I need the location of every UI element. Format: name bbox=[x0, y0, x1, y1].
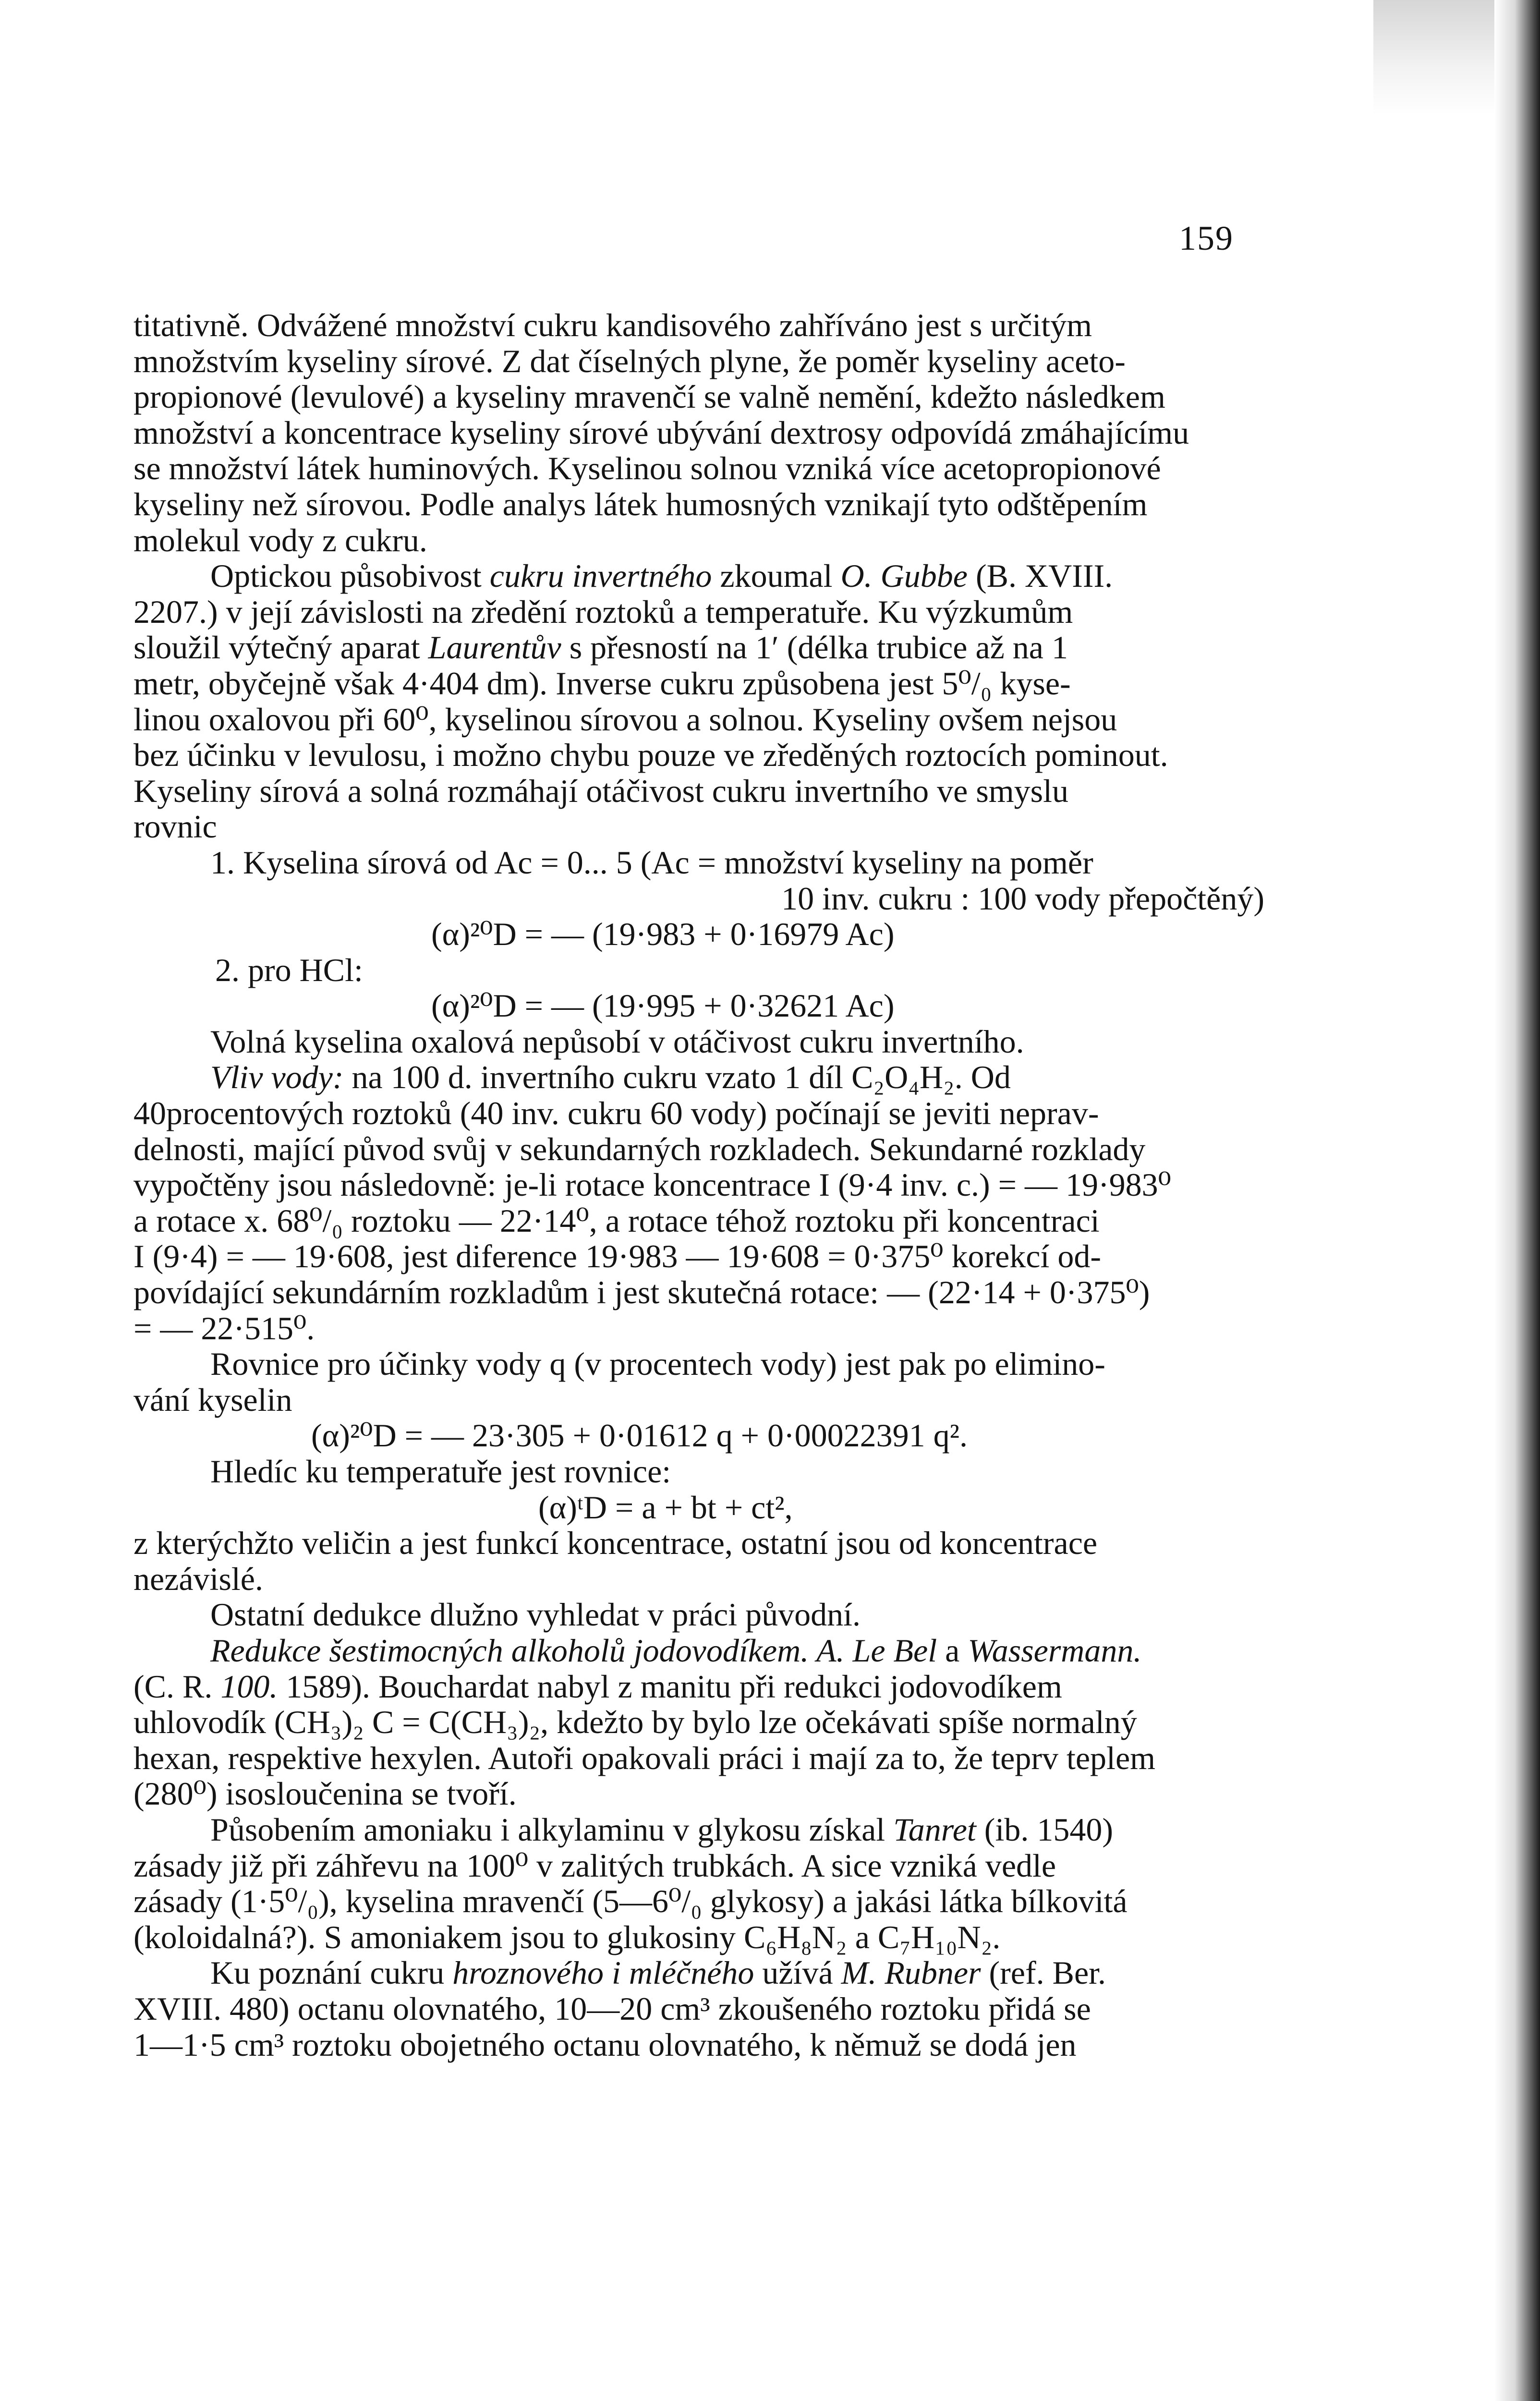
paragraph-line: metr, obyčejně však 4·404 dm). Inverse cukru způsobena jest 5⁰/₀ kyse- bbox=[133, 665, 1071, 702]
text-run: (B. XVIII. bbox=[967, 558, 1113, 594]
text-run: Působením amoniaku i alkylaminu v glykosu získal bbox=[210, 1811, 894, 1848]
paragraph-line: (koloidalná?). S amoniakem jsou to glukosiny C₆H₈N₂ a C₇H₁₀N₂. bbox=[133, 1918, 1001, 1955]
paragraph-line: Ostatní dedukce dlužno vyhledat v práci původní. bbox=[210, 1596, 861, 1633]
equation-4: (α)ᵗD = a + bt + ct², bbox=[538, 1489, 793, 1526]
text-run: (ref. Ber. bbox=[981, 1954, 1106, 1991]
paragraph-line: hexan, respektive hexylen. Autoři opakovali práci i mají za to, že teprv teplem bbox=[133, 1739, 1156, 1776]
paragraph-line: linou oxalovou při 60⁰, kyselinou sírovou a solnou. Kyseliny ovšem nejsou bbox=[133, 701, 1117, 738]
author-name: M. Rubner bbox=[841, 1954, 981, 1991]
paragraph-line: uhlovodík (CH₃)₂ C = C(CH₃)₂, kdežto by bylo lze očekávati spíše normalný bbox=[133, 1704, 1137, 1741]
paragraph-line: se množství látek huminových. Kyselinou solnou vzniká více acetopropionové bbox=[133, 450, 1161, 487]
body-text bbox=[133, 307, 1264, 2062]
paragraph-line: (280⁰) isosloučenina se tvoří. bbox=[133, 1775, 517, 1812]
paragraph-line bbox=[133, 630, 1264, 666]
paragraph-line: 40procentových roztoků (40 inv. cukru 60 vody) počínají se jeviti neprav- bbox=[133, 1095, 1099, 1132]
text-run: Ku poznání cukru bbox=[210, 1954, 453, 1991]
paragraph-line: množstvím kyseliny sírové. Z dat číselných plyne, že poměr kyseliny aceto- bbox=[133, 342, 1126, 379]
paragraph-line: množství a koncentrace kyseliny sírové ubývání dextrosy odpovídá zmáhajícímu bbox=[133, 414, 1189, 451]
paragraph-line: titativně. Odvážené množství cukru kandisového zahříváno jest s určitým bbox=[133, 307, 1092, 343]
paragraph-line: = — 22·515⁰. bbox=[133, 1310, 315, 1346]
paragraph-line bbox=[133, 1059, 1264, 1095]
paragraph-line: XVIII. 480) octanu olovnatého, 10—20 cm³ zkoušeného roztoku přidá se bbox=[133, 1990, 1091, 2027]
paragraph-line: 1—1·5 cm³ roztoku obojetného octanu olovnatého, k němuž se dodá jen bbox=[133, 2026, 1077, 2063]
paragraph-line: I (9·4) = — 19·608, jest diference 19·983 — 19·608 = 0·375⁰ korekcí od- bbox=[133, 1238, 1101, 1275]
text-run: (ib. 1540) bbox=[976, 1811, 1113, 1848]
paragraph-line: nezávislé. bbox=[133, 1560, 263, 1597]
text-run: na 100 d. invertního cukru vzato 1 díl C₂O₄H₂. Od bbox=[343, 1059, 1011, 1096]
paragraph-line bbox=[133, 558, 1264, 594]
author-name: Wassermann. bbox=[968, 1632, 1142, 1669]
text-run-italic: Vliv vody: bbox=[210, 1059, 344, 1096]
paragraph-line: povídající sekundárním rozkladům i jest skutečná rotace: — (22·14 + 0·375⁰) bbox=[133, 1274, 1150, 1311]
equation-label: 2. pro HCl: bbox=[215, 951, 363, 988]
text-run-italic: cukru invertného bbox=[489, 558, 712, 594]
heading-italic: Redukce šestimocných alkoholů jodovodíkem. A. Le Bel bbox=[210, 1632, 937, 1669]
paragraph-line: vání kyselin bbox=[133, 1381, 292, 1418]
paragraph-line: Kyseliny sírová a solná rozmáhají otáčivost cukru invertního ve smyslu bbox=[133, 772, 1069, 809]
paragraph-line bbox=[133, 1669, 1264, 1705]
equation-3: (α)²⁰D = — 23·305 + 0·01612 q + 0·00022391 q². bbox=[311, 1417, 968, 1454]
text-run-italic: Laurentův bbox=[428, 629, 561, 666]
text-run: užívá bbox=[754, 1954, 841, 1991]
paragraph-line: 2207.) v její závislosti na zředění roztoků a temperatuře. Ku výzkumům bbox=[133, 593, 1073, 630]
page-number: 159 bbox=[1179, 219, 1234, 257]
paragraph-line: Volná kyselina oxalová nepůsobí v otáčivost cukru invertního. bbox=[210, 1023, 1024, 1060]
paragraph-line: rovnic bbox=[133, 808, 217, 845]
text-run: a bbox=[937, 1632, 968, 1669]
paragraph-line: Rovnice pro účinky vody q (v procentech vody) jest pak po elimino- bbox=[210, 1346, 1105, 1382]
text-run: zkoumal bbox=[712, 558, 841, 594]
volume-number: 100. bbox=[220, 1668, 278, 1705]
paragraph-line bbox=[133, 1812, 1264, 1848]
equation-1: (α)²⁰D = — (19·983 + 0·16979 Ac) bbox=[431, 916, 895, 953]
paragraph-line: molekul vody z cukru. bbox=[133, 521, 427, 558]
author-name: Tanret bbox=[893, 1811, 976, 1848]
paragraph-line: z kterýchžto veličin a jest funkcí koncentrace, ostatní jsou od koncentrace bbox=[133, 1525, 1098, 1562]
paragraph-line: a rotace x. 68⁰/₀ roztoku — 22·14⁰, a rotace téhož roztoku při koncentraci bbox=[133, 1202, 1100, 1239]
paragraph-line: delnosti, mající původ svůj v sekundarných rozkladech. Sekundarné rozklady bbox=[133, 1130, 1146, 1167]
text-run-italic: hroznového i mléčného bbox=[452, 1954, 754, 1991]
equation-2: (α)²⁰D = — (19·995 + 0·32621 Ac) bbox=[431, 987, 895, 1024]
text-run: (C. R. bbox=[133, 1668, 221, 1705]
equation-label-continued: 10 inv. cukru : 100 vody přepočtěný) bbox=[781, 880, 1264, 917]
equation-label: 1. Kyselina sírová od Ac = 0... 5 (Ac = množství kyseliny na poměr bbox=[210, 844, 1093, 881]
paragraph-line: kyseliny než sírovou. Podle analys látek humosných vznikají tyto odštěpením bbox=[133, 485, 1148, 522]
paragraph-line: Hledíc ku temperatuře jest rovnice: bbox=[210, 1453, 671, 1490]
paragraph-line: vypočtěny jsou následovně: je-li rotace koncentrace I (9·4 inv. c.) = — 19·983⁰ bbox=[133, 1166, 1171, 1203]
text-run: Optickou působivost bbox=[210, 558, 490, 594]
text-run: 1589). Bouchardat nabyl z manitu při redukci jodovodíkem bbox=[278, 1668, 1062, 1705]
author-name: O. Gubbe bbox=[840, 558, 968, 594]
paragraph-line: zásady (1·5⁰/₀), kyselina mravenčí (5—6⁰/₀ glykosy) a jakási látka bílkovitá bbox=[133, 1883, 1128, 1920]
text-run: s přesností na 1′ (délka trubice až na 1 bbox=[561, 629, 1068, 666]
text-run: sloužil výtečný aparat bbox=[133, 629, 428, 666]
paragraph-line: bez účinku v levulosu, i možno chybu pouze ve zředěných roztocích pominout. bbox=[133, 737, 1168, 774]
paragraph-line: zásady již při záhřevu na 100⁰ v zalitých trubkách. A sice vzniká vedle bbox=[133, 1847, 1056, 1884]
paragraph-line: propionové (levulové) a kyseliny mravenčí se valně nemění, kdežto následkem bbox=[133, 378, 1165, 415]
scan-edge-right bbox=[1494, 0, 1540, 2401]
paragraph-line bbox=[133, 1955, 1264, 1991]
section-heading bbox=[133, 1633, 1264, 1669]
